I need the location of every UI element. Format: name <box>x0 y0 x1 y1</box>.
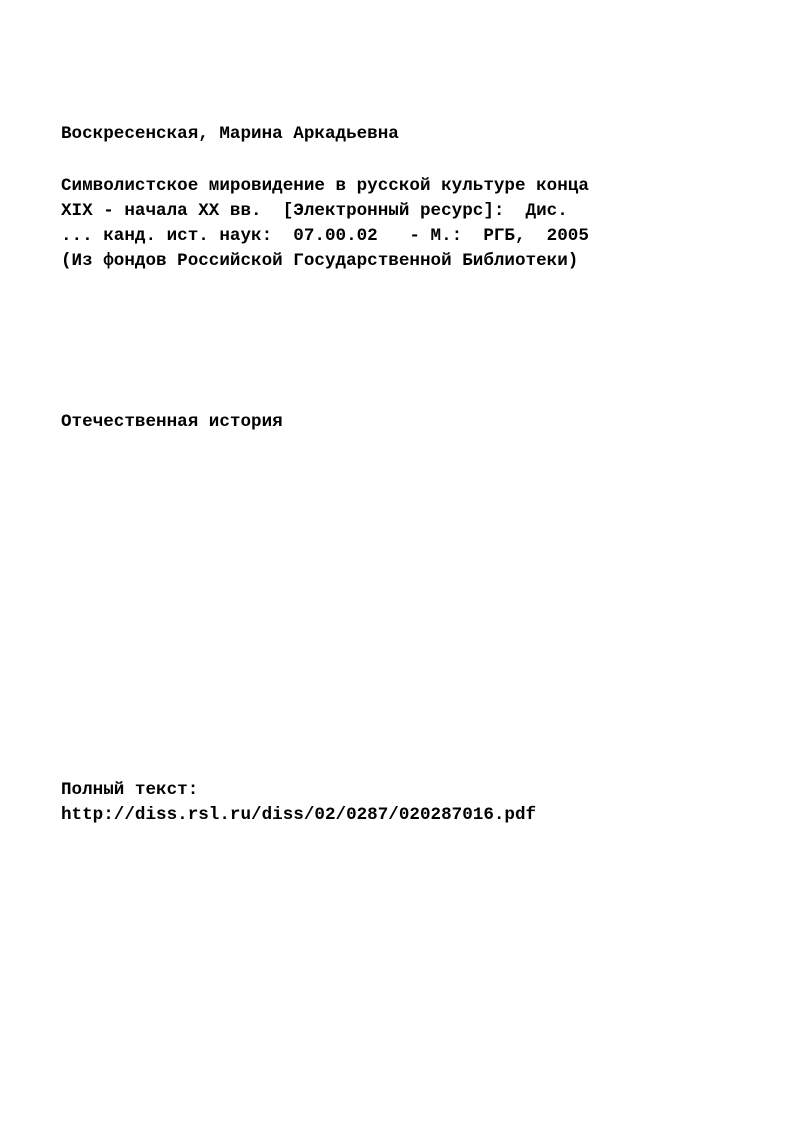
title-line-1: Символистское мировидение в русской культуре конца <box>61 176 589 196</box>
title-line-3: ... канд. ист. наук: 07.00.02 - М.: РГБ, 2005 <box>61 226 589 246</box>
fulltext-link[interactable]: http://diss.rsl.ru/diss/02/0287/020287016.pdf <box>61 805 537 825</box>
title-line-2: XIX - начала XX вв. [Электронный ресурс]: Дис. <box>61 201 568 221</box>
author-name: Воскресенская, Марина Аркадьевна <box>61 124 399 144</box>
title-line-4: (Из фондов Российской Государственной Библиотеки) <box>61 251 579 271</box>
fulltext-label: Полный текст: <box>61 780 199 800</box>
subject-heading: Отечественная история <box>61 412 283 432</box>
